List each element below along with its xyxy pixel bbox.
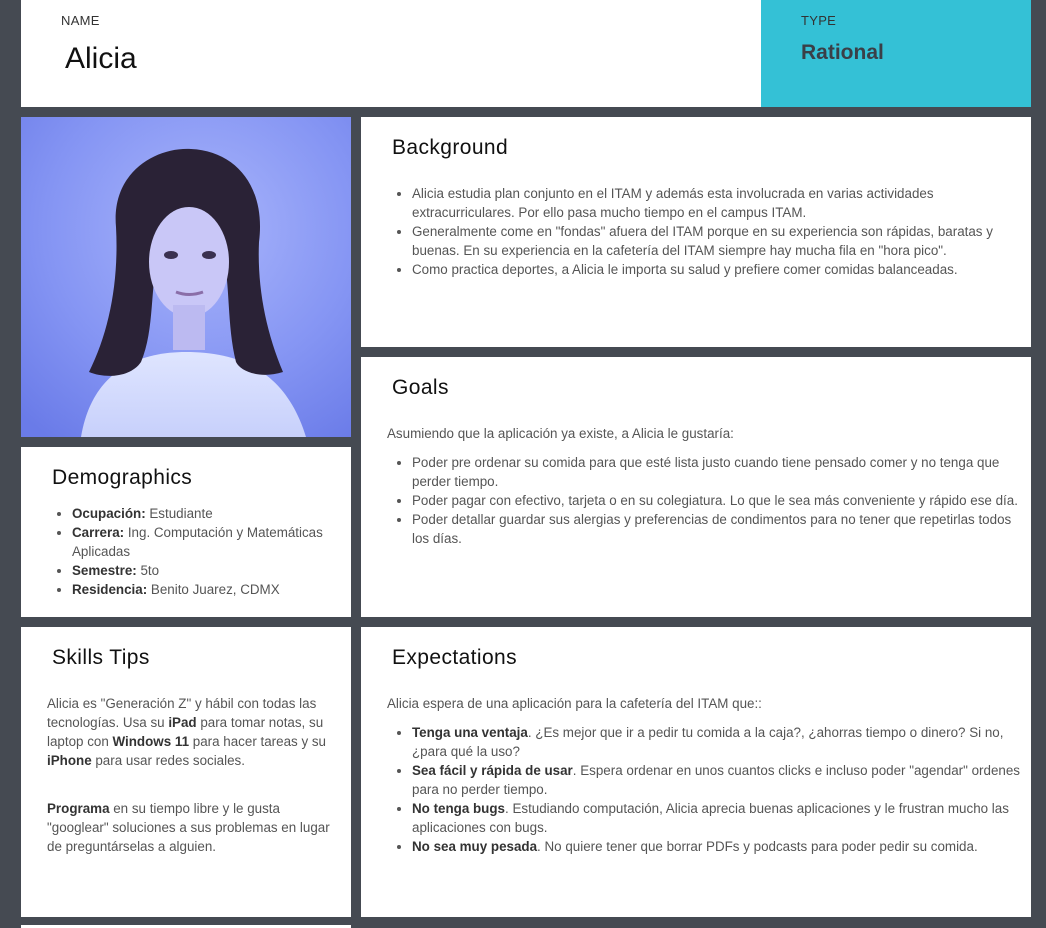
list-item: • Ocupación: Estudiante — [72, 504, 342, 523]
background-section — [361, 117, 1031, 347]
list-item: • Poder pre ordenar su comida para que esté lista justo cuando tiene pensado comer y no tenga que perder tiempo. — [412, 453, 1032, 491]
list-item: • No sea muy pesada. No quiere tener que borrar PDFs y podcasts para poder pedir su comida. — [412, 837, 1032, 856]
list-item: • No tenga bugs. Estudiando computación, Alicia aprecia buenas aplicaciones y le frustran mucho las aplicaciones con bugs. — [412, 799, 1032, 837]
expectations-intro: Alicia espera de una aplicación para la cafetería del ITAM que:: — [387, 696, 762, 711]
goals-title: Goals — [392, 376, 449, 399]
list-item: • Sea fácil y rápida de usar. Espera ordenar en unos cuantos clicks e incluso poder "agendar" ordenes para no perder tiempo. — [412, 761, 1032, 799]
list-item: • Poder detallar guardar sus alergias y preferencias de condimentos para no tener que repetirlas todos los días. — [412, 510, 1032, 548]
expectations-title: Expectations — [392, 646, 518, 669]
skills-paragraph-1: Alicia es "Generación Z" y hábil con todas las tecnologías. Usa su iPad para tomar notas, su laptop con Windows 11 para hacer tareas y su iPhone para usar redes sociales. — [47, 696, 327, 768]
expectations-section — [361, 627, 1031, 917]
goals-intro: Asumiendo que la aplicación ya existe, a Alicia le gustaría: — [387, 426, 734, 441]
skills-title: Skills Tips — [52, 646, 150, 669]
skills-section — [21, 627, 351, 917]
demographics-section — [21, 447, 351, 617]
type-panel — [761, 0, 1031, 107]
list-item: • Como practica deportes, a Alicia le importa su salud y prefiere comer comidas balanceadas. — [412, 260, 1032, 279]
persona-photo-icon — [21, 117, 351, 437]
list-item: • Poder pagar con efectivo, tarjeta o en su colegiatura. Lo que le sea más conveniente y rápido ese día. — [412, 491, 1032, 510]
list-item: • Alicia estudia plan conjunto en el ITAM y además esta involucrada en varias actividades extracurriculares. Por ello pasa mucho tiempo en el campus ITAM. — [412, 184, 1032, 222]
skills-paragraph-2: Programa en su tiempo libre y le gusta "googlear" soluciones a sus problemas en lugar de preguntárselas a alguien. — [47, 801, 330, 854]
demographics-title: Demographics — [52, 466, 193, 489]
name-panel — [21, 0, 761, 107]
goals-section — [361, 357, 1031, 617]
persona-photo — [21, 117, 351, 437]
type-label: TYPE — [801, 13, 837, 28]
background-list — [392, 184, 1032, 279]
name-label: NAME — [61, 13, 100, 28]
list-item: • Semestre: 5to — [72, 561, 342, 580]
persona-type: Rational — [801, 41, 884, 64]
goals-list — [392, 453, 1032, 548]
expectations-list — [392, 723, 1032, 856]
persona-name: Alicia — [65, 42, 137, 75]
list-item: • Generalmente come en "fondas" afuera del ITAM porque en su experiencia son rápidas, baratas y buenas. En su experiencia en la cafetería del ITAM siempre hay mucha fila en "hora pico". — [412, 222, 1032, 260]
list-item: • Residencia: Benito Juarez, CDMX — [72, 580, 342, 599]
list-item: • Carrera: Ing. Computación y Matemáticas Aplicadas — [72, 523, 342, 561]
demographics-list — [52, 504, 342, 599]
list-item: • Tenga una ventaja. ¿Es mejor que ir a pedir tu comida a la caja?, ¿ahorras tiempo o dinero? Si no, ¿para qué la uso? — [412, 723, 1032, 761]
background-title: Background — [392, 136, 509, 159]
